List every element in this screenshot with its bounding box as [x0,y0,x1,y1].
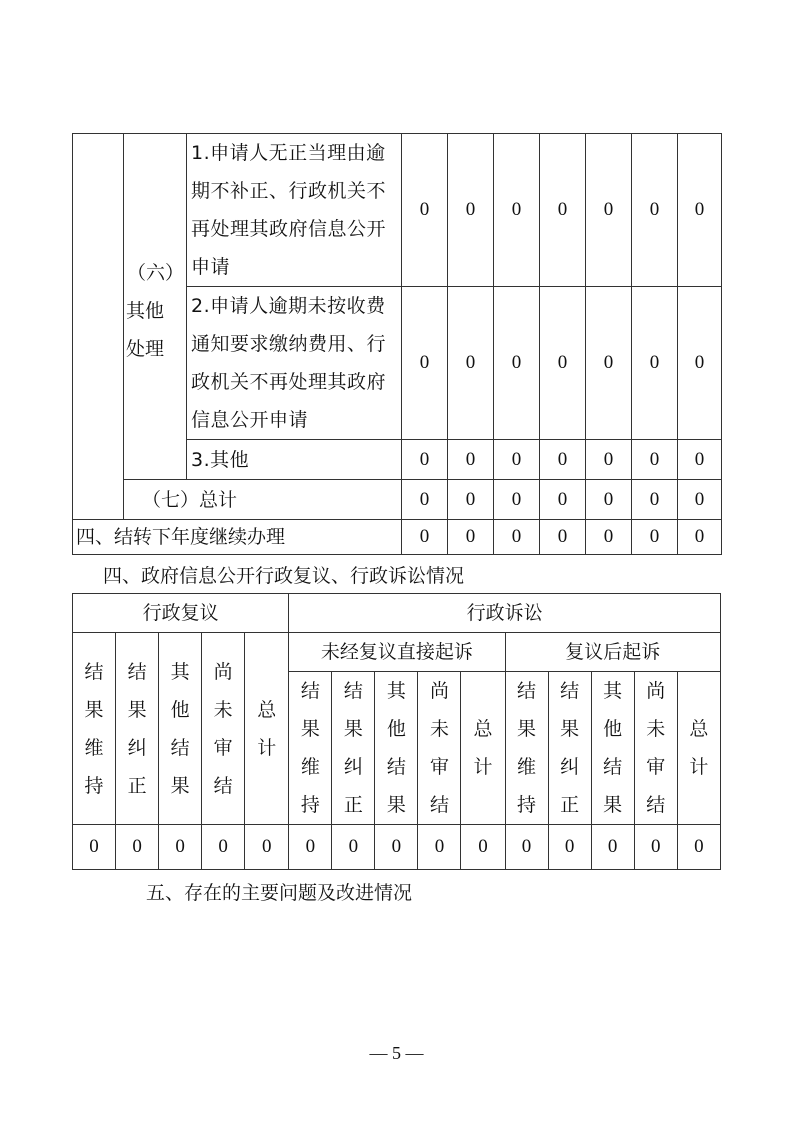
section-4-heading: 四、政府信息公开行政复议、行政诉讼情况 [103,565,465,587]
carryover-label: 四、结转下年度继续办理 [73,520,402,555]
value-cell: 0 [289,825,332,870]
value-cell: 0 [402,134,448,287]
group-label-number: （六） [126,262,184,284]
value-cell: 0 [540,134,586,287]
outer-blank-cell [73,134,124,520]
table-row [73,134,722,287]
col-header: 结果纠正 [332,672,375,825]
carryover-row [73,520,722,555]
value-cell: 0 [586,520,632,555]
value-cell: 0 [402,480,448,520]
value-cell: 0 [540,440,586,480]
col-header: 结果纠正 [548,672,591,825]
col-header: 其他结果 [591,672,634,825]
group-cell-other-processing [124,134,187,480]
col-header: 尚未审结 [418,672,461,825]
col-header: 结果维持 [505,672,548,825]
col-header: 总计 [461,672,505,825]
value-cell: 0 [586,480,632,520]
value-cell: 0 [448,134,494,287]
total-label: （七）总计 [124,480,402,520]
value-cell: 0 [461,825,505,870]
value-cell: 0 [448,480,494,520]
page-number: — 5 — [369,1043,424,1063]
value-cell: 0 [73,825,116,870]
col-header: 其他结果 [159,633,202,825]
value-cell: 0 [494,440,540,480]
row-label: 1.申请人无正当理由逾期不补正、行政机关不再处理其政府信息公开申请 [187,134,402,287]
total-row [73,480,722,520]
value-cell: 0 [505,825,548,870]
value-cell: 0 [634,825,677,870]
value-cell: 0 [678,520,722,555]
after-review-header: 复议后起诉 [505,633,720,672]
col-header: 总计 [677,672,720,825]
row-label: 2.申请人逾期未按收费通知要求缴纳费用、行政机关不再处理其政府信息公开申请 [187,287,402,440]
col-header: 总计 [245,633,289,825]
value-cell: 0 [494,287,540,440]
col-header: 尚未审结 [634,672,677,825]
value-cell: 0 [116,825,159,870]
value-cell: 0 [678,440,722,480]
value-cell: 0 [586,287,632,440]
value-cell: 0 [591,825,634,870]
col-header: 尚未审结 [202,633,245,825]
col-header: 结果维持 [289,672,332,825]
value-cell: 0 [448,440,494,480]
value-cell: 0 [375,825,418,870]
litigation-header: 行政诉讼 [289,594,721,633]
value-cell: 0 [678,134,722,287]
value-cell: 0 [586,440,632,480]
review-litigation-table [72,593,721,870]
value-cell: 0 [332,825,375,870]
value-cell: 0 [677,825,720,870]
row-label: 3.其他 [187,440,402,480]
disposal-results-table [72,133,722,555]
col-header: 结果纠正 [116,633,159,825]
value-cell: 0 [494,480,540,520]
value-cell: 0 [540,480,586,520]
value-cell: 0 [402,520,448,555]
value-cell: 0 [448,287,494,440]
value-cell: 0 [540,520,586,555]
value-cell: 0 [494,520,540,555]
value-cell: 0 [632,287,678,440]
value-cell: 0 [402,440,448,480]
value-cell: 0 [548,825,591,870]
value-cell: 0 [418,825,461,870]
value-cell: 0 [448,520,494,555]
value-cell: 0 [632,480,678,520]
review-header: 行政复议 [73,594,289,633]
value-cell: 0 [159,825,202,870]
values-row [73,825,721,870]
value-cell: 0 [678,480,722,520]
header-row [73,594,721,633]
value-cell: 0 [678,287,722,440]
value-cell: 0 [632,520,678,555]
section-5-heading: 五、存在的主要问题及改进情况 [146,882,413,904]
value-cell: 0 [632,134,678,287]
value-cell: 0 [632,440,678,480]
col-header: 结果维持 [73,633,116,825]
value-cell: 0 [586,134,632,287]
value-cell: 0 [540,287,586,440]
value-cell: 0 [202,825,245,870]
subheader-row [73,633,721,672]
value-cell: 0 [494,134,540,287]
value-cell: 0 [402,287,448,440]
col-header: 其他结果 [375,672,418,825]
direct-suit-header: 未经复议直接起诉 [289,633,505,672]
value-cell: 0 [245,825,289,870]
group-label-text: 其他 处理 [126,300,165,360]
